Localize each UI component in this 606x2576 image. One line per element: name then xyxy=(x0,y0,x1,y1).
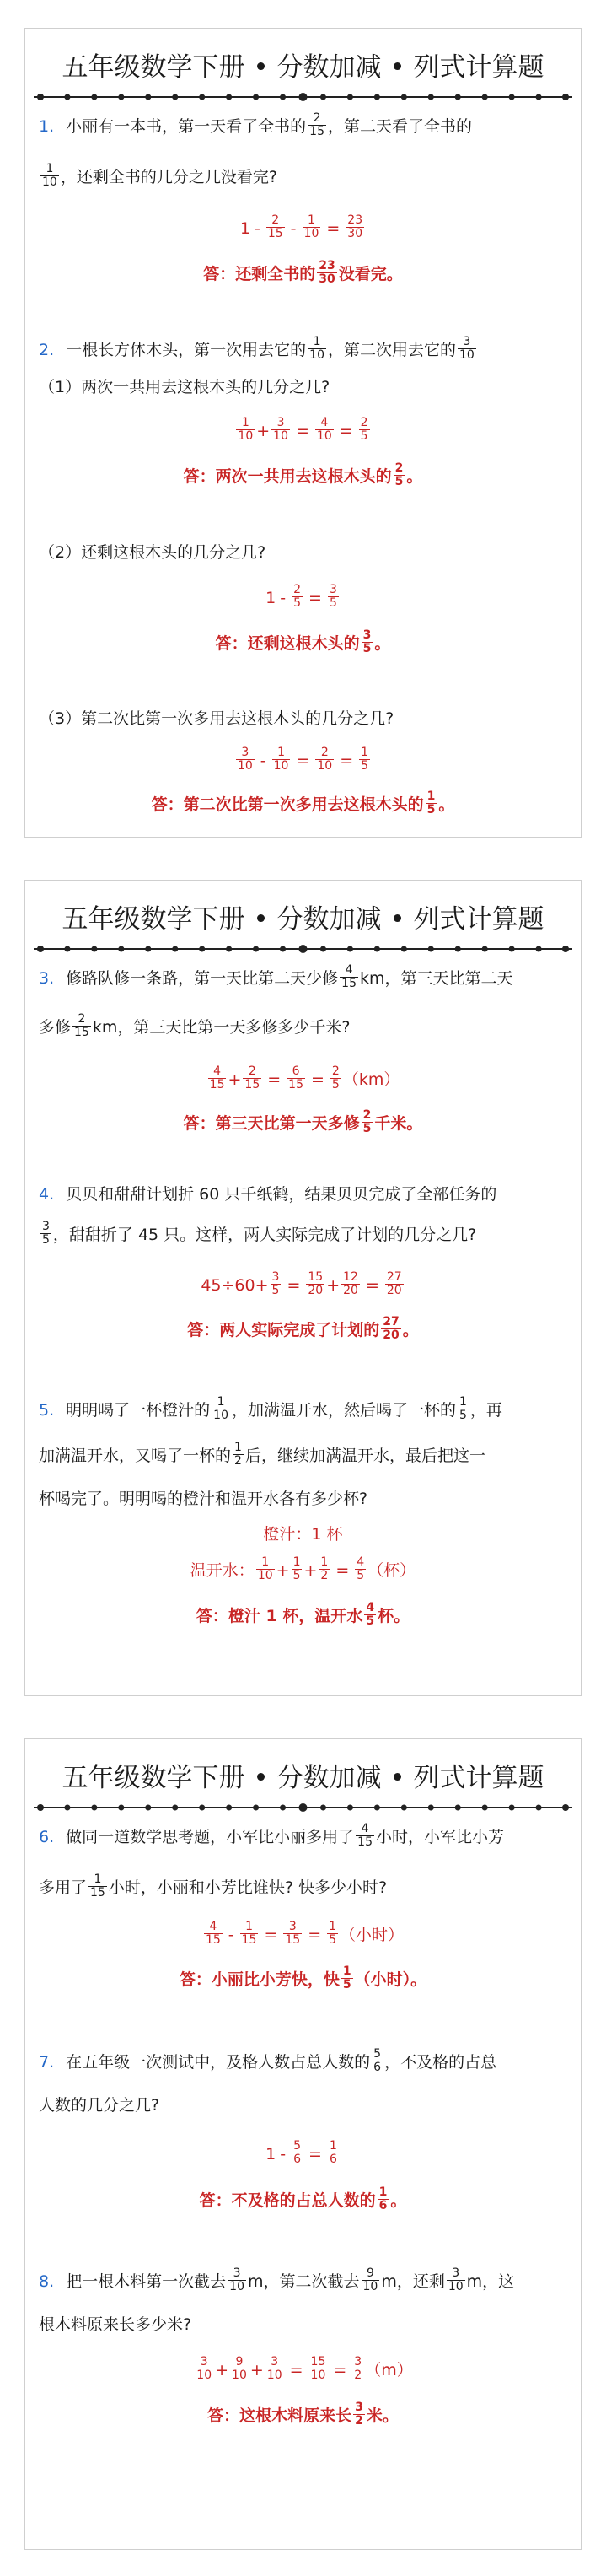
q1-text: ，第二天看了全书的 xyxy=(327,117,472,136)
q3-text-line1: 3. 修路队修一条路，第一天比第二天少修 $\frac{4}{15}$ km，第三天比第二天 xyxy=(39,963,513,990)
q1-equation: 1 - $\frac{2}{15}$ - $\frac{1}{10}$ = $\frac{23}{30}$ xyxy=(239,213,363,240)
q6-answer: 答：小丽比小芳快，快 $\frac{1}{5}$ （小时）。 xyxy=(179,1964,427,1991)
q2-s1-equation: $\frac{1}{10}$ + $\frac{3}{10}$ = $\frac{4}{10}$ = $\frac{2}{5}$ xyxy=(238,416,368,443)
q6-equation: $\frac{4}{15}$ - $\frac{1}{15}$ = $\frac{3}{15}$ = $\frac{1}{5}$ （小时） xyxy=(205,1920,405,1947)
q7-equation: 1 - $\frac{5}{6}$ = $\frac{1}{6}$ xyxy=(265,2139,337,2166)
q8-answer: 答：这根木料原来长 $\frac{3}{2}$ 米。 xyxy=(207,2401,399,2428)
q2-number: 2. xyxy=(39,341,55,359)
ornament-divider xyxy=(34,91,572,103)
worksheet-card-1 xyxy=(24,28,582,838)
q6-number: 6. xyxy=(39,1828,55,1846)
q2-s2-equation: 1 - $\frac{2}{5}$ = $\frac{3}{5}$ xyxy=(265,583,337,610)
q1-fraction: $\frac{2}{15}$ xyxy=(309,111,324,138)
q7-text-line2: 人数的几分之几? xyxy=(39,2096,160,2115)
q1-text-line1 xyxy=(39,111,569,140)
q4-answer: 答：两人实际完成了计划的 $\frac{27}{20}$ 。 xyxy=(187,1315,419,1342)
q1-text: 小丽有一本书，第一天看了全书的 xyxy=(66,117,307,136)
worksheet-title: 五年级数学下册 • 分数加减 • 列式计算题 xyxy=(62,1763,544,1793)
q7-text-line1: 7. 在五年级一次测试中，及格人数占总人数的 $\frac{5}{6}$ ，不及格的占总 xyxy=(39,2047,497,2074)
worksheet-card-2 xyxy=(24,880,582,1696)
q5-text-line2: 加满温开水，又喝了一杯的 $\frac{1}{2}$ 后，继续加满温开水，最后把这一 xyxy=(39,1441,485,1468)
q2-subquestion-1: （1）两次一共用去这根木头的几分之几? xyxy=(39,378,330,396)
ornament-divider xyxy=(34,943,572,955)
ornament-divider xyxy=(34,1802,572,1813)
q4-text-line2: $\frac{3}{5}$ ，甜甜折了 45 只。这样，两人实际完成了计划的几分之几? xyxy=(42,1220,477,1247)
q2-s2-answer: 答：还剩这根木头的 $\frac{3}{5}$ 。 xyxy=(215,628,391,655)
q7-answer: 答：不及格的占总人数的 $\frac{1}{6}$ 。 xyxy=(199,2185,407,2212)
q3-answer: 答：第三天比第一天多修 $\frac{2}{5}$ 千米。 xyxy=(183,1108,423,1135)
q2-s3-answer: 答：第二次比第一次多用去这根木头的 $\frac{1}{5}$ 。 xyxy=(151,790,455,816)
q4-equation: 45÷60+ $\frac{3}{5}$ = $\frac{15}{20}$ + $\frac{12}{20}$ = $\frac{27}{20}$ xyxy=(201,1270,402,1297)
q2-s1-answer: 答：两次一共用去这根木头的 $\frac{2}{5}$ 。 xyxy=(183,461,423,488)
worksheet-card-3 xyxy=(24,1738,582,2550)
q1-fraction: $\frac{1}{10}$ xyxy=(42,162,57,189)
q8-equation: $\frac{3}{10}$ + $\frac{9}{10}$ + $\frac{3}{10}$ = $\frac{15}{10}$ = $\frac{3}{2}$ （m） xyxy=(196,2355,413,2382)
q5-text-line1: 5. 明明喝了一杯橙汁的 $\frac{1}{10}$ ，加满温开水，然后喝了一杯的 $\frac{1}{5}$ ，再 xyxy=(39,1395,502,1422)
q5-number: 5. xyxy=(39,1401,55,1420)
q5-equation-1: 橙汁：1 杯 xyxy=(263,1525,343,1544)
q5-text-line3: 杯喝完了。明明喝的橙汁和温开水各有多少杯? xyxy=(39,1490,368,1508)
q5-equation-2: 温开水： $\frac{1}{10}$ + $\frac{1}{5}$ + $\frac{1}{2}$ = $\frac{4}{5}$ （杯） xyxy=(190,1555,416,1582)
q4-number: 4. xyxy=(39,1185,55,1204)
q4-text-line1: 4. 贝贝和甜甜计划折 60 只千纸鹤，结果贝贝完成了全部任务的 xyxy=(39,1185,497,1204)
q1-answer: 答：还剩全书的 $\frac{23}{30}$ 没看完。 xyxy=(203,259,403,286)
q8-text-line1: 8. 把一根木料第一次截去 $\frac{3}{10}$ m，第二次截去 $\frac{9}{10}$ m，还剩 $\frac{3}{10}$ m，这 xyxy=(39,2266,515,2293)
q2-subquestion-3: （3）第二次比第一次多用去这根木头的几分之几? xyxy=(39,709,394,728)
q6-text-line2: 多用了 $\frac{1}{15}$ 小时，小丽和小芳比谁快? 快多少小时? xyxy=(39,1873,388,1900)
q3-equation: $\frac{4}{15}$ + $\frac{2}{15}$ = $\frac{6}{15}$ = $\frac{2}{5}$ （km） xyxy=(209,1064,400,1091)
q2-subquestion-2: （2）还剩这根木头的几分之几? xyxy=(39,543,266,562)
q7-number: 7. xyxy=(39,2053,55,2072)
q2-text-line1: 2. 一根长方体木头，第一次用去它的 $\frac{1}{10}$ ，第二次用去它的 $\frac{3}{10}$ xyxy=(39,335,475,362)
q1-text-line2 xyxy=(39,164,569,191)
q5-answer: 答：橙汁 1 杯，温开水 $\frac{4}{5}$ 杯。 xyxy=(196,1601,410,1628)
worksheet-title: 五年级数学下册 • 分数加减 • 列式计算题 xyxy=(62,904,544,935)
q1-text: ，还剩全书的几分之几没看完? xyxy=(60,168,277,186)
q8-text-line2: 根木料原来长多少米? xyxy=(39,2315,192,2334)
q3-number: 3. xyxy=(39,969,55,988)
q2-s3-equation: $\frac{3}{10}$ - $\frac{1}{10}$ = $\frac{2}{10}$ = $\frac{1}{5}$ xyxy=(237,746,369,773)
q8-number: 8. xyxy=(39,2272,55,2291)
q6-text-line1: 6. 做同一道数学思考题，小军比小丽多用了 $\frac{4}{15}$ 小时，小军比小芳 xyxy=(39,1822,504,1849)
worksheet-title: 五年级数学下册 • 分数加减 • 列式计算题 xyxy=(62,52,544,83)
q1-number: 1. xyxy=(39,117,55,136)
q3-text-line2: 多修 $\frac{2}{15}$ km，第三天比第一天多修多少千米? xyxy=(39,1012,351,1039)
